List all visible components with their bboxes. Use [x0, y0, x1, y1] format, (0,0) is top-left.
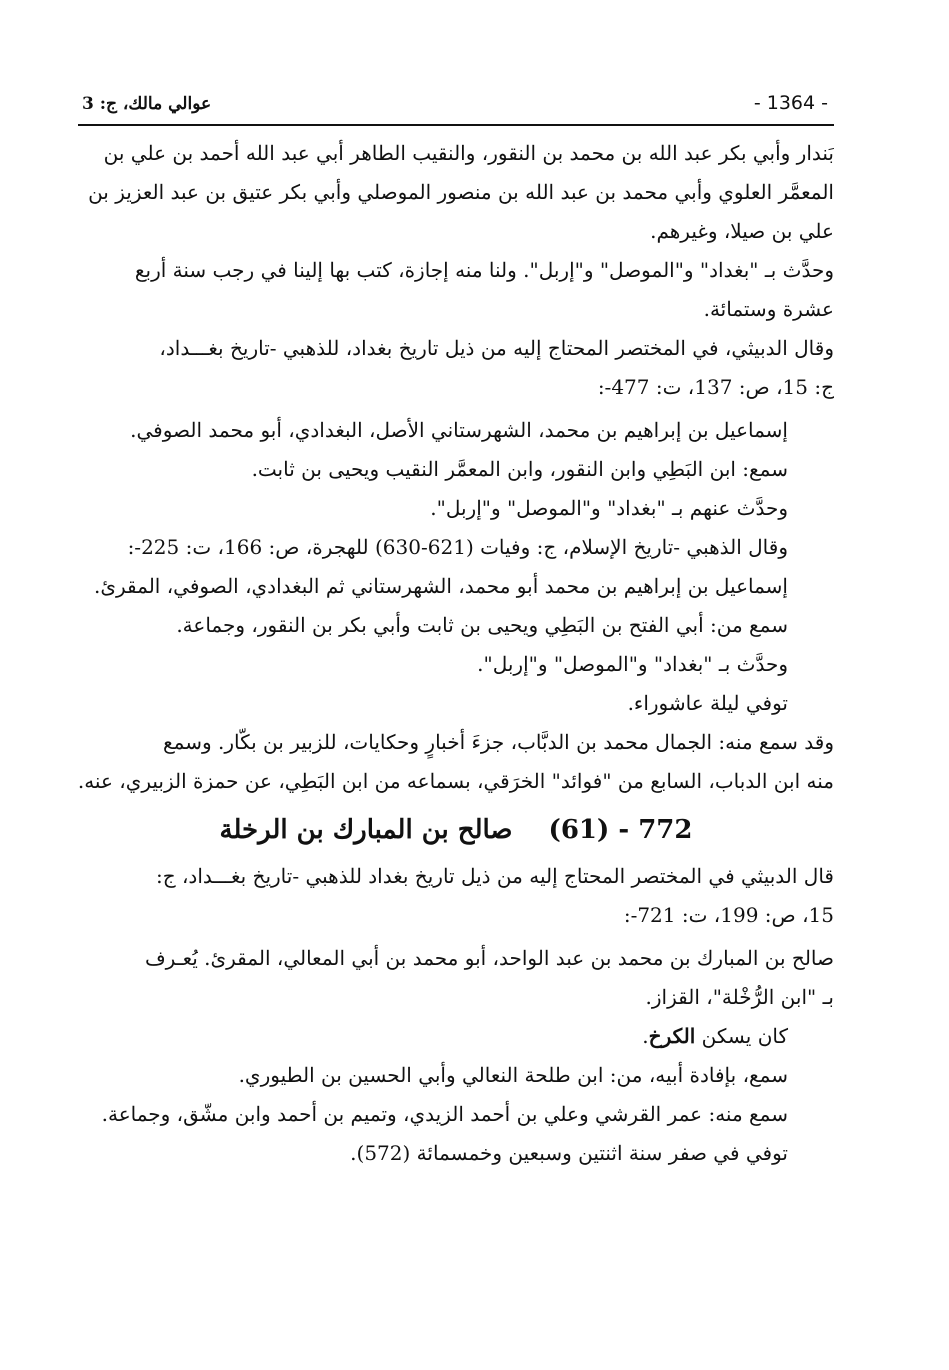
text-line: بـ "ابن الرُّخْلة"، القزاز. — [645, 985, 834, 1009]
text-line: بَندار وأبي بكر عبد الله بن محمد بن النقور، والنقيب الطاهر أبي عبد الله أحمد بن علي بن — [103, 141, 834, 165]
text-line: قال الدبيثي في المختصر المحتاج إليه من ذيل تاريخ بغداد للذهبي -تاريخ بغـــداد، ج: — [155, 864, 834, 888]
quote-text: كان يسكن — [695, 1024, 788, 1048]
quote-line: سمع منه: عمر القرشي وعلي بن أحمد الزيدي، وتميم بن أحمد وابن مشّق، وجماعة. — [101, 1102, 788, 1126]
quote-line: توفي في صفر سنة اثنتين وسبعين وخمسمائة (572). — [350, 1141, 788, 1165]
text-line: ج: 15، ص: 137، ت: 477-: — [597, 375, 834, 399]
paragraph-heard-from-him — [78, 723, 834, 801]
paragraph-entry-citation — [78, 857, 834, 935]
page-number: - 1364 - — [753, 92, 828, 114]
quote-text: . — [642, 1024, 649, 1048]
quote-line: إسماعيل بن إبراهيم بن محمد، الشهرستاني الأصل، البغدادي، أبو محمد الصوفي. — [130, 418, 788, 442]
quote-line: سمع من: أبي الفتح بن البَطِي ويحيى بن ثابت وأبي بكر بن النقور، وجماعة. — [176, 613, 788, 637]
body-text — [78, 134, 834, 1173]
text-line: وقد سمع منه: الجمال محمد بن الدبَّاب، جزءَ أخبارٍ وحكايات، للزبير بن بكّار. وسمع — [163, 730, 834, 754]
running-header — [78, 92, 834, 122]
quote-entry — [78, 1017, 834, 1173]
text-line: المعمَّر العلوي وأبي محمد بن عبد الله بن منصور الموصلي وأبي بكر عتيق بن عبد العزيز بن — [88, 180, 834, 204]
text-line: وقال الدبيثي، في المختصر المحتاج إليه من ذيل تاريخ بغداد، للذهبي -تاريخ بغـــداد، — [159, 336, 834, 360]
text-line: 15، ص: 199، ت: 721-: — [623, 903, 834, 927]
quote-line: سمع، بإفادة أبيه، من: ابن طلحة النعالي وأبي الحسين بن الطيوري. — [238, 1063, 788, 1087]
quote-line: سمع: ابن البَطِي وابن النقور، وابن المعمَّر النقيب ويحيى بن ثابت. — [251, 457, 788, 481]
entry-number: 772 - (61) — [548, 815, 693, 845]
text-line: وحدَّث بـ "بغداد" و"الموصل" و"إربل". ولنا منه إجازة، كتب بها إلينا في رجب سنة أربع — [134, 258, 834, 282]
text-line: وقال الذهبي -تاريخ الإسلام، ج: وفيات (621-630) للهجرة، ص: 166، ت: 225-: — [127, 535, 788, 559]
text-line: عشرة وستمائة. — [703, 297, 834, 321]
book-title: عوالي مالك، ج: 3 — [82, 94, 212, 114]
paragraph-dubaythi-citation — [78, 329, 834, 407]
quote-dhahabi — [78, 567, 834, 723]
paragraph-narration — [78, 251, 834, 329]
quote-line: توفي ليلة عاشوراء. — [627, 691, 788, 715]
text-line: منه ابن الدباب، السابع من "فوائد" الخرَقي، بسماعه من ابن البَطِي، عن حمزة الزبيري، عنه. — [78, 769, 834, 793]
text-line: صالح بن المبارك بن محمد بن عبد الواحد، أبو محمد بن أبي المعالي، المقرئ. يُعـرف — [144, 946, 834, 970]
quote-line: إسماعيل بن إبراهيم بن محمد أبو محمد، الشهرستاني ثم البغدادي، الصوفي، المقرئ. — [93, 574, 788, 598]
entry-heading — [78, 805, 834, 855]
quote-line: وحدَّث عنهم بـ "بغداد" و"الموصل" و"إربل". — [430, 496, 788, 520]
entry-name: صالح بن المبارك بن الرخلة — [219, 815, 513, 845]
quote-line: وحدَّث بـ "بغداد" و"الموصل" و"إربل". — [477, 652, 788, 676]
quote-dubaythi — [78, 411, 834, 528]
quote-line — [78, 1017, 834, 1056]
header-rule — [78, 124, 834, 126]
paragraph-dhahabi-citation — [78, 528, 834, 567]
text-line: علي بن صيلا، وغيرهم. — [650, 219, 834, 243]
paragraph-teachers — [78, 134, 834, 251]
paragraph-entry-biography — [78, 939, 834, 1017]
place-name: الكرخ — [648, 1024, 696, 1048]
